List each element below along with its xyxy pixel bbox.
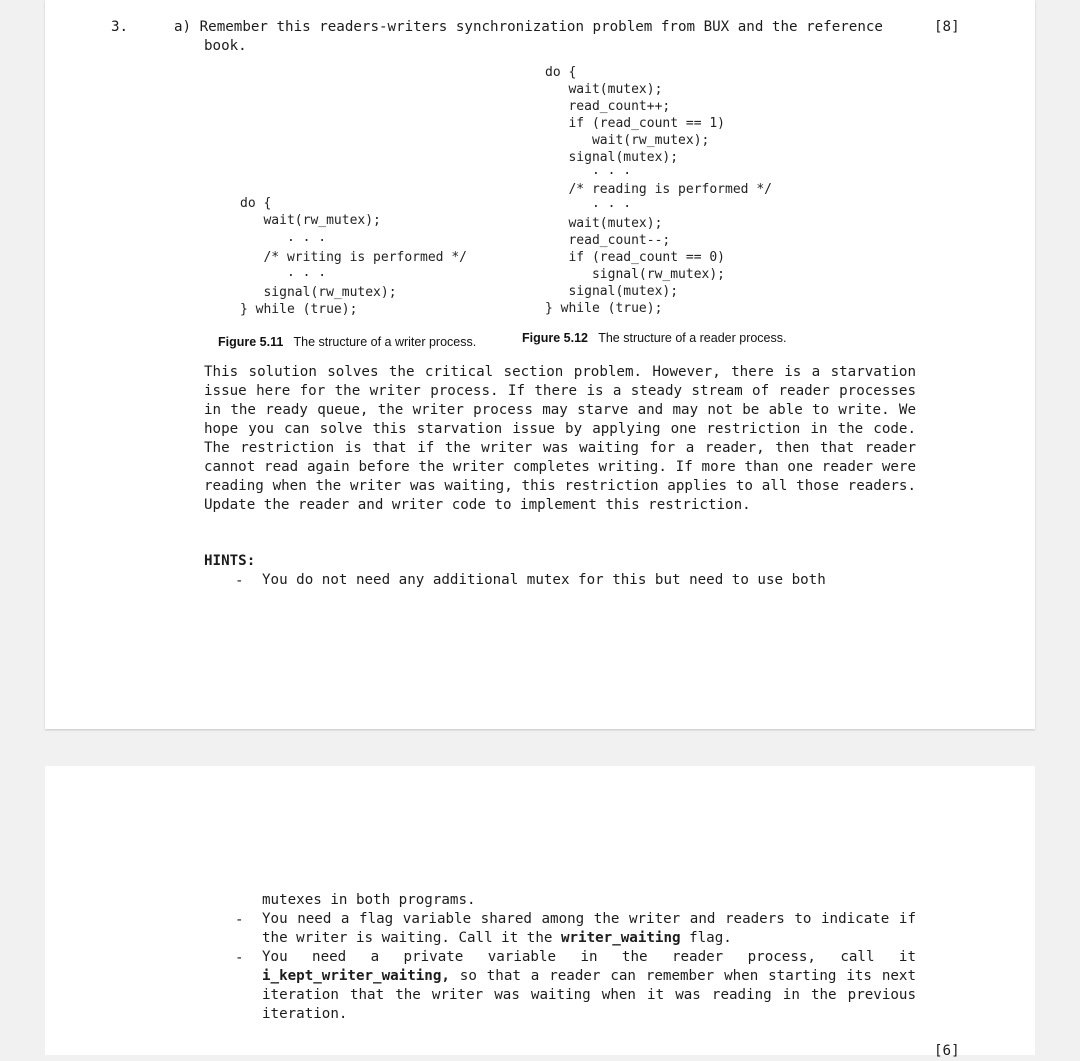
figure-caption-writer — [218, 335, 476, 349]
code-line: read_count--; — [545, 233, 671, 248]
figure-caption-reader — [522, 331, 786, 345]
hint-1-start — [262, 571, 916, 590]
hint-text: You need a flag variable shared among the writer and readers to indicate if the writer is waiting. Call it the — [262, 911, 916, 946]
document-page-2 — [45, 766, 1035, 1059]
hint-text: You do not need any additional mutex for this but need to use both — [262, 572, 826, 588]
code-line: /* reading is performed */ — [545, 182, 772, 197]
code-line: do { — [545, 65, 577, 80]
hint-text: so that a reader can remember when starting its next iteration that the writer was waiting when it was reading in the previous iteration. — [262, 968, 916, 1022]
code-line: signal(mutex); — [545, 284, 679, 299]
code-line: read_count++; — [545, 99, 671, 114]
hint-text: flag. — [680, 930, 732, 946]
document-page-1 — [45, 0, 1035, 729]
question-part-a-line1: a) Remember this readers-writers synchronization problem from BUX and the reference — [174, 19, 883, 35]
code-line: wait(mutex); — [545, 82, 663, 97]
hint-bullet: - — [235, 912, 244, 928]
code-line: signal(mutex); — [545, 150, 679, 165]
code-ellipsis: . . . — [545, 196, 632, 211]
code-line: wait(mutex); — [545, 216, 663, 231]
hint-2 — [262, 910, 916, 948]
hint-bullet: - — [235, 573, 244, 589]
hint-3 — [262, 948, 916, 1024]
marks-part-b: [6] — [934, 1043, 960, 1059]
variable-name: i_kept_writer_waiting, — [262, 968, 450, 984]
hints-heading: HINTS: — [204, 553, 256, 569]
figure-caption-text: The structure of a writer process. — [293, 335, 477, 349]
figure-caption-text: The structure of a reader process. — [598, 331, 787, 345]
problem-paragraph — [204, 363, 916, 515]
hint-1-continuation: mutexes in both programs. — [262, 892, 476, 908]
code-line: } while (true); — [545, 301, 663, 316]
code-line: do { — [240, 196, 272, 211]
code-ellipsis: . . . — [545, 163, 632, 178]
code-line: signal(rw_mutex); — [545, 267, 726, 282]
code-ellipsis: . . . — [240, 230, 327, 245]
marks-part-a: [8] — [934, 19, 960, 35]
hint-bullet: - — [235, 950, 244, 966]
hint-text: You need a private variable in the reader process, call it — [262, 949, 916, 965]
problem-text: This solution solves the critical section problem. However, there is a starvation issue here for the writer process. If there is a steady stream of reader processes in the ready queue, the writer process may starve and may not be able to write. We hope you can solve this starvation issue by applying one restriction in the code. The restriction is that if the writer was waiting for a reader, then that reader cannot read again before the writer completes writing. If more than one reader were reading when the writer was waiting, this restriction applies to all those readers. Update the reader and writer code to implement this restriction. — [204, 364, 916, 513]
code-line: if (read_count == 1) — [545, 116, 726, 131]
figure-label: Figure 5.12 — [522, 331, 588, 345]
code-line: wait(rw_mutex); — [545, 133, 710, 148]
code-ellipsis: . . . — [240, 265, 327, 280]
code-line: signal(rw_mutex); — [240, 285, 397, 300]
question-number: 3. — [111, 19, 129, 35]
question-part-a-line2: book. — [204, 38, 247, 54]
code-line: } while (true); — [240, 302, 358, 317]
code-line: if (read_count == 0) — [545, 250, 726, 265]
code-line: /* writing is performed */ — [240, 250, 467, 265]
figure-label: Figure 5.11 — [218, 335, 284, 349]
code-line: wait(rw_mutex); — [240, 213, 381, 228]
flag-name: writer_waiting — [560, 930, 681, 946]
